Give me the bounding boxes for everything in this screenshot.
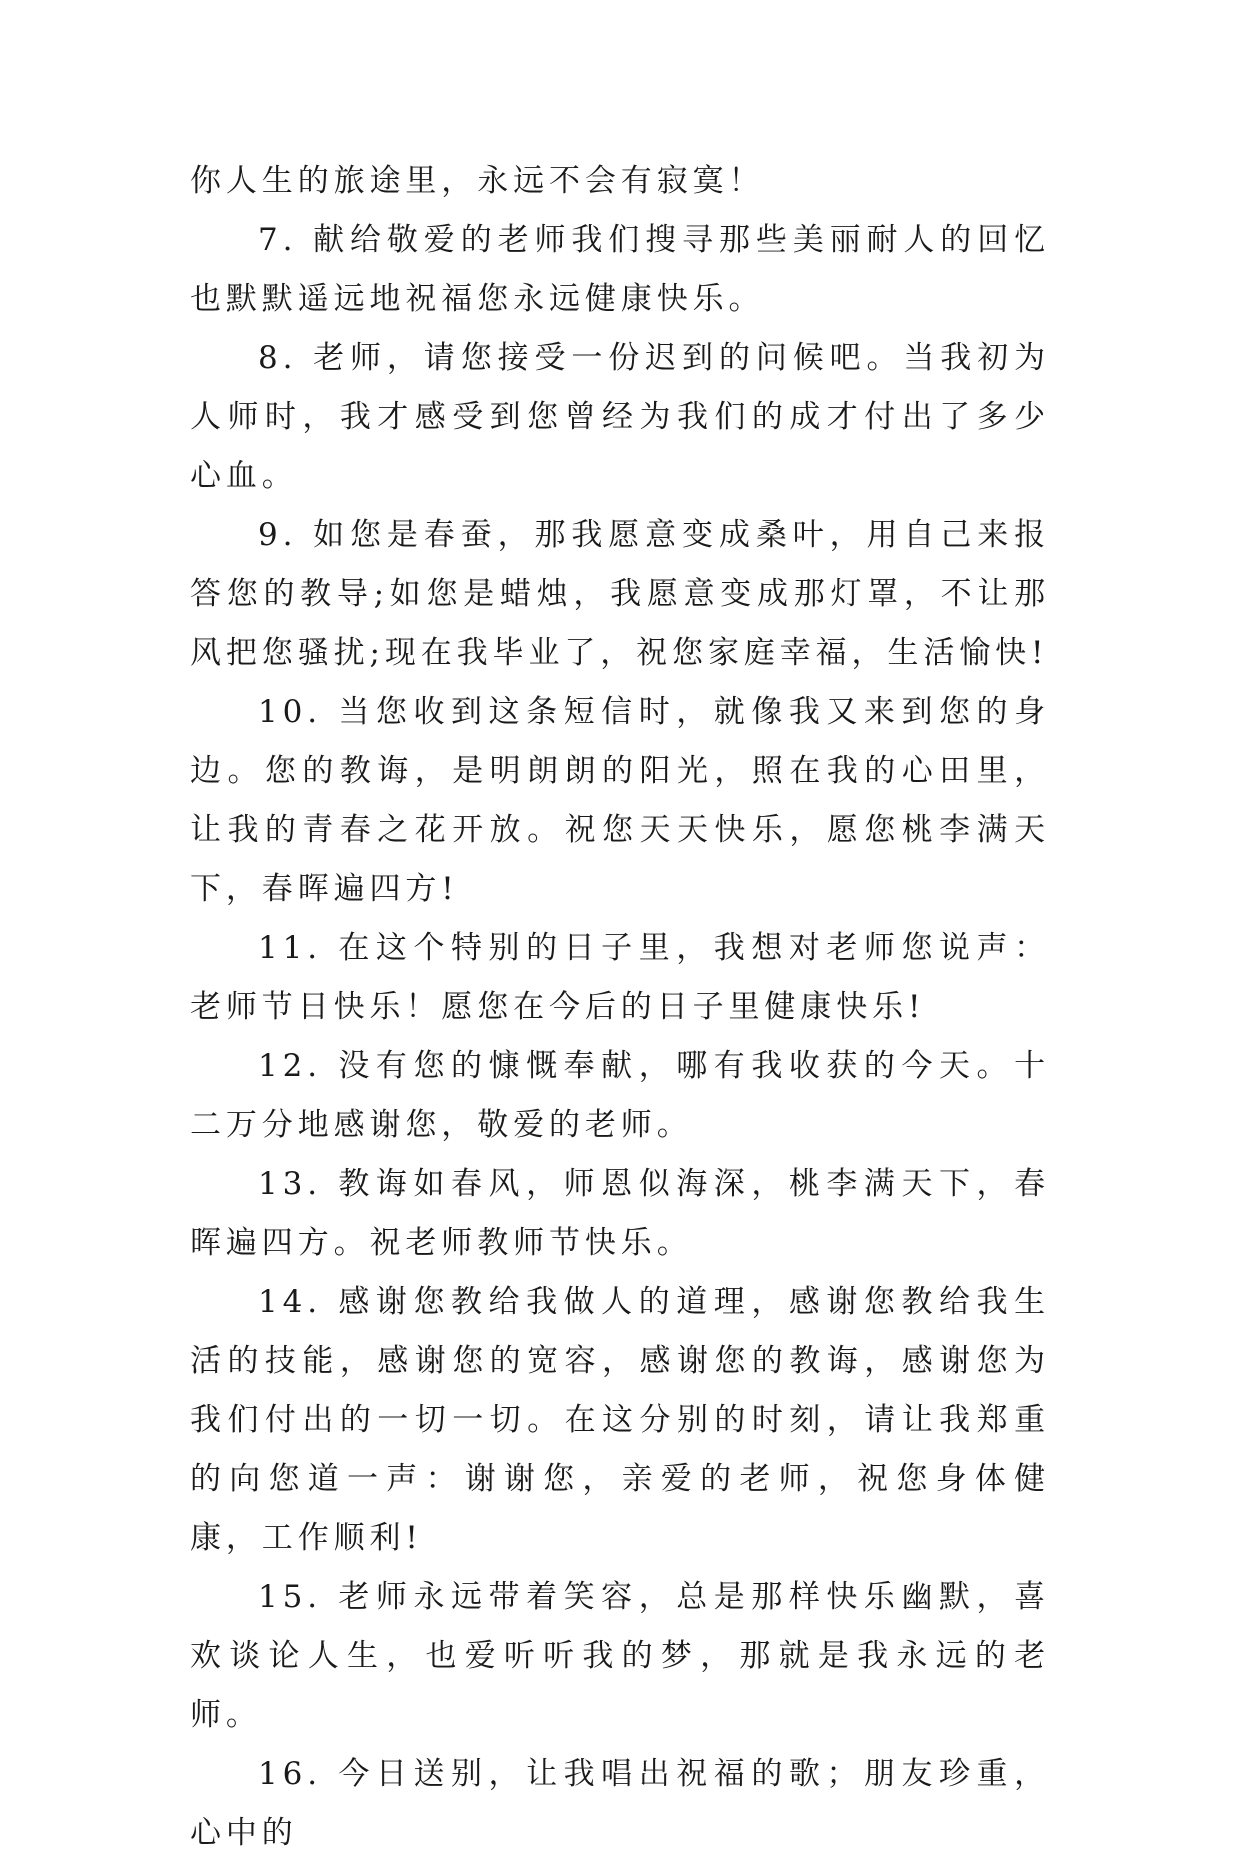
paragraph-13: 13. 教诲如春风，师恩似海深，桃李满天下，春晖遍四方。祝老师教师节快乐。 (190, 1166, 1050, 1261)
paragraph-14: 14. 感谢您教给我做人的道理，感谢您教给我生活的技能，感谢您的宽容，感谢您的教诲，感谢您为我们付出的一切一切。在这分别的时刻，请让我郑重的向您道一声：谢谢您，亲爱的老师，祝您身体健康，工作顺利! (190, 1284, 1050, 1556)
paragraph-continuation: 你人生的旅途里，永远不会有寂寞！ (190, 163, 765, 199)
paragraph-11: 11. 在这个特别的日子里，我想对老师您说声：老师节日快乐！愿您在今后的日子里健康快乐! (190, 930, 1050, 1025)
document-page (190, 152, 1050, 1863)
paragraph-8: 8. 老师，请您接受一份迟到的问候吧。当我初为人师时，我才感受到您曾经为我们的成才付出了多少心血。 (190, 340, 1050, 494)
paragraph-9: 9. 如您是春蚕，那我愿意变成桑叶，用自己来报答您的教导;如您是蜡烛，我愿意变成那灯罩，不让那风把您骚扰;现在我毕业了，祝您家庭幸福，生活愉快! (190, 517, 1050, 671)
paragraph-10: 10. 当您收到这条短信时，就像我又来到您的身边。您的教诲，是明朗朗的阳光，照在我的心田里，让我的青春之花开放。祝您天天快乐，愿您桃李满天下，春晖遍四方! (190, 694, 1050, 907)
paragraph-12: 12. 没有您的慷慨奉献，哪有我收获的今天。十二万分地感谢您，敬爱的老师。 (190, 1048, 1050, 1143)
paragraph-15: 15. 老师永远带着笑容，总是那样快乐幽默，喜欢谈论人生，也爱听听我的梦，那就是我永远的老师。 (190, 1579, 1050, 1733)
paragraph-7: 7. 献给敬爱的老师我们搜寻那些美丽耐人的回忆也默默遥远地祝福您永远健康快乐。 (190, 222, 1050, 317)
paragraph-16: 16. 今日送别，让我唱出祝福的歌；朋友珍重，心中的 (190, 1756, 1050, 1851)
